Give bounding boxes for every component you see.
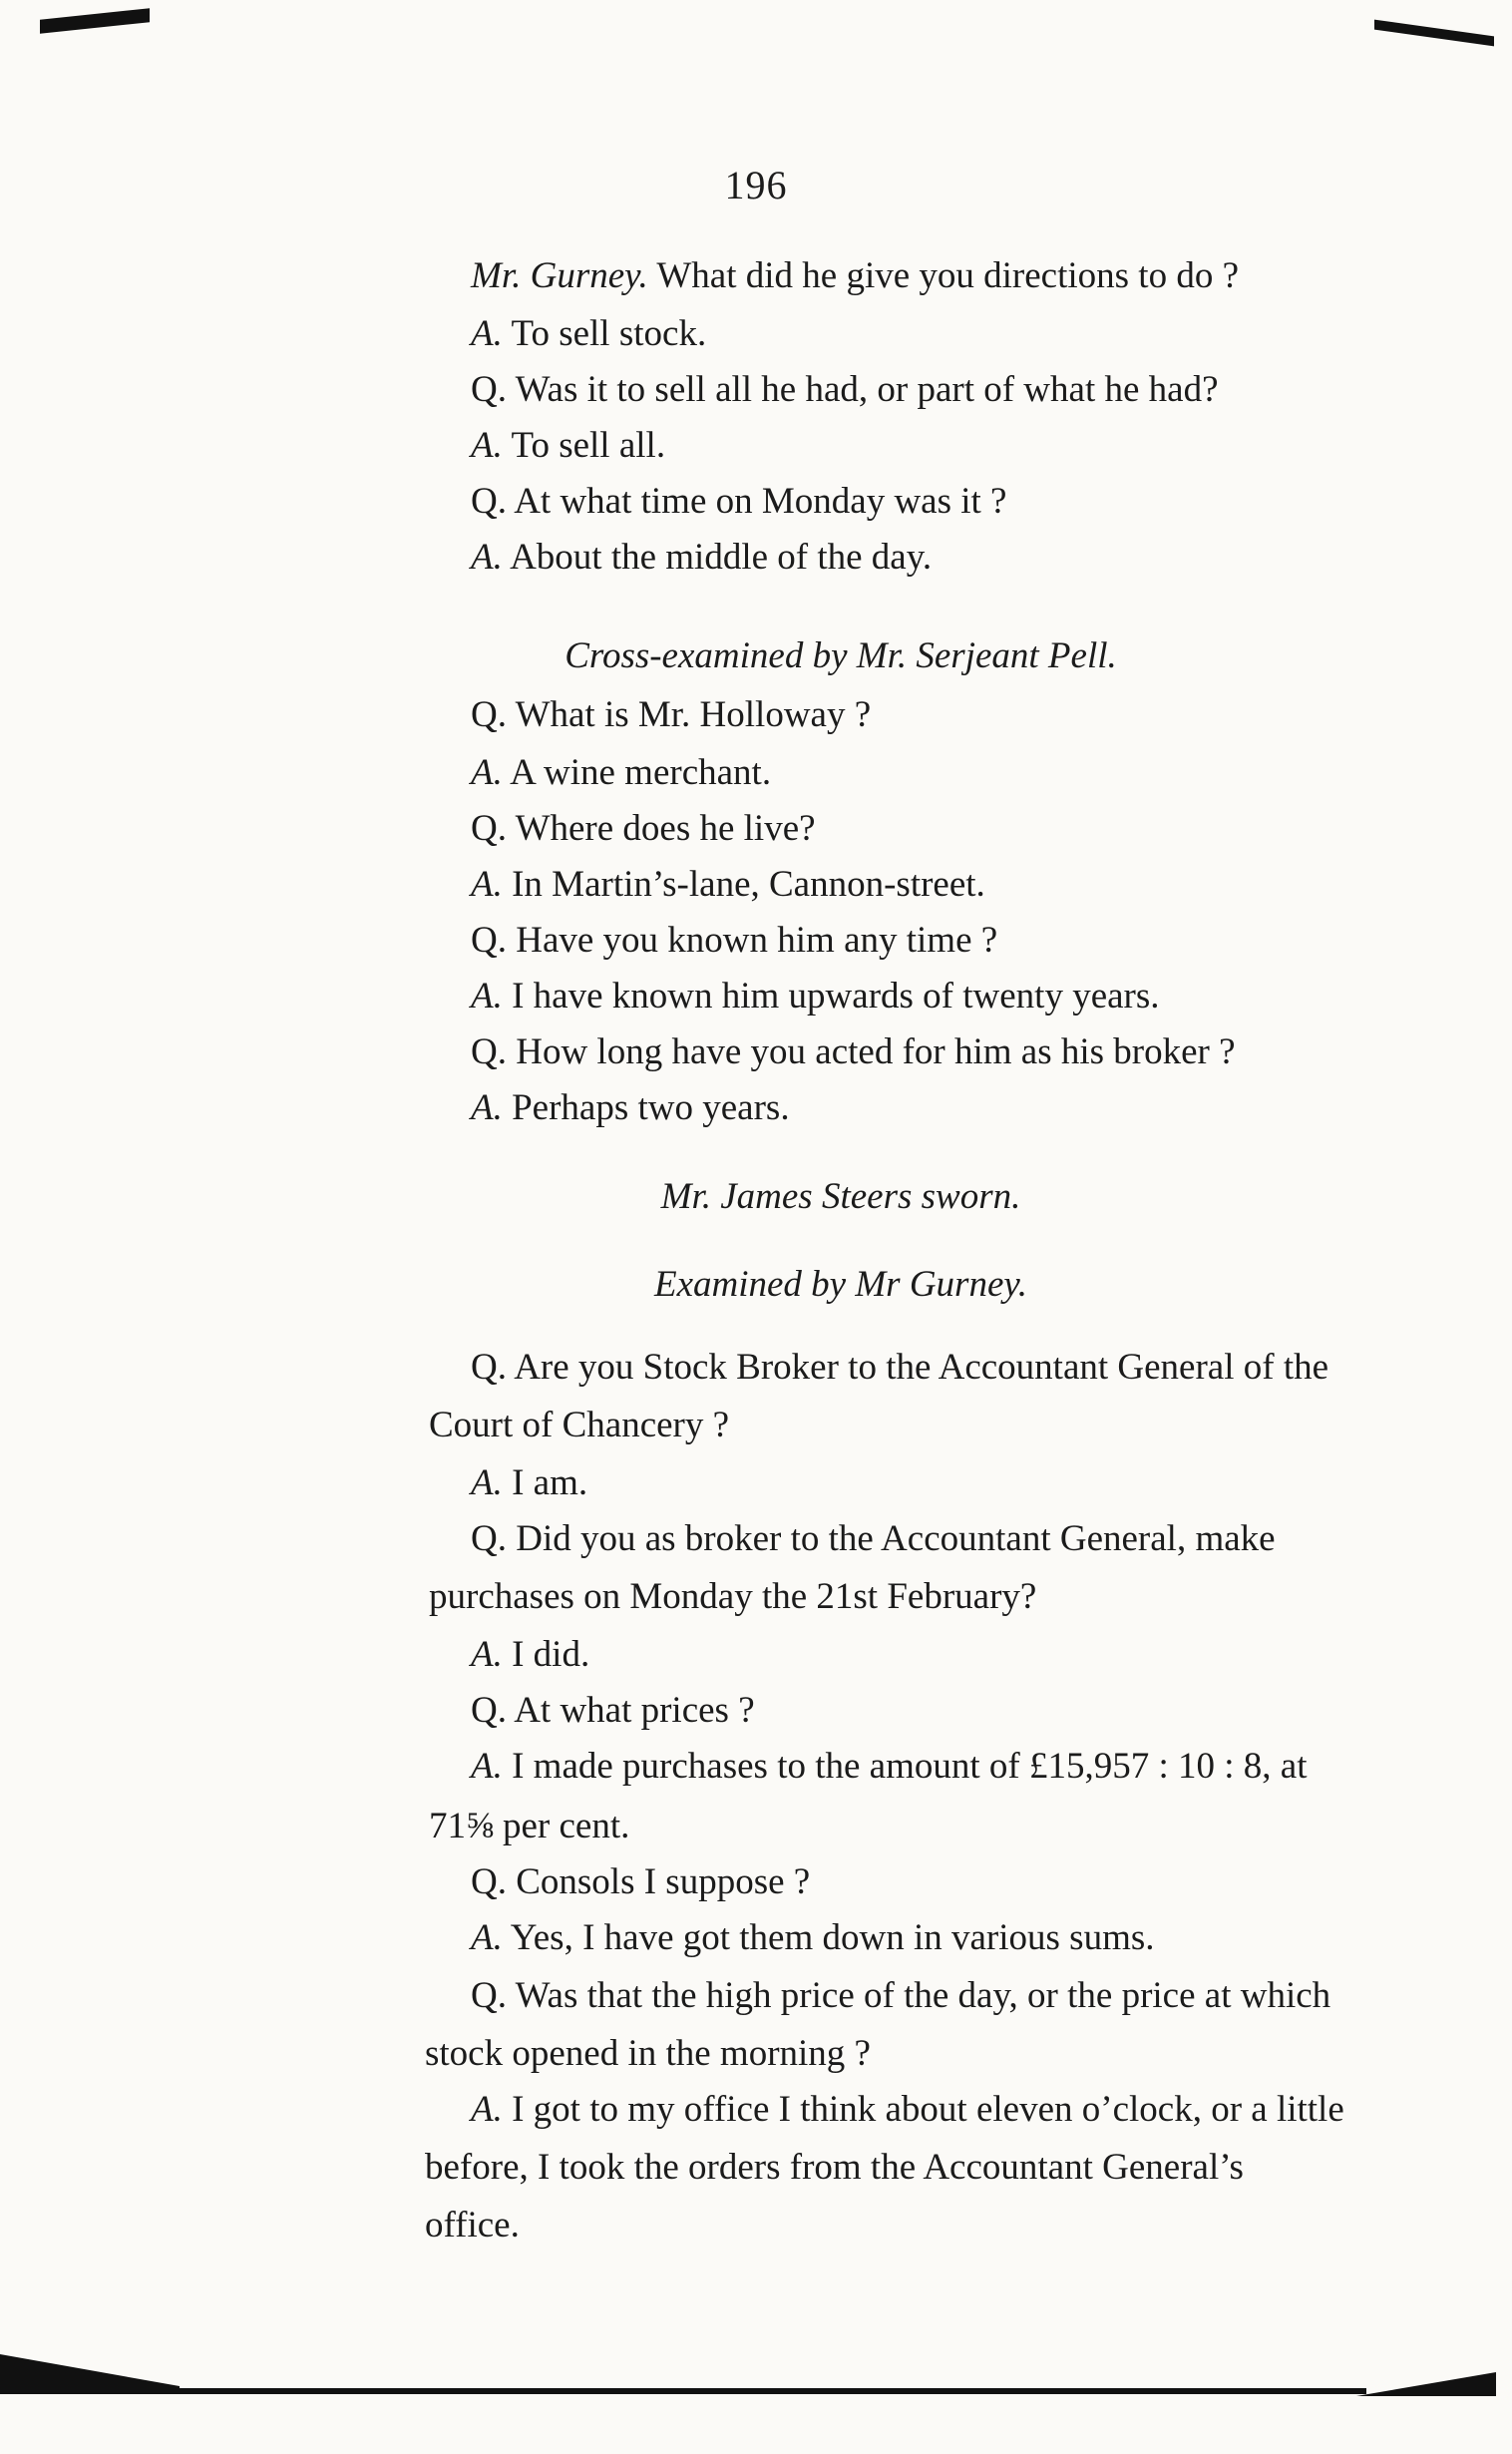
- text-line: [429, 1808, 629, 1844]
- line-text: Was that the high price of the day, or the price at which: [506, 1975, 1331, 2016]
- line-text: I made purchases to the amount of £15,957 : 10 : 8, at: [502, 1746, 1308, 1787]
- speaker: Q.: [471, 1347, 507, 1388]
- line-text: Where does he live?: [506, 808, 816, 849]
- scan-mark-bottom-left: [0, 2354, 180, 2394]
- line-text: In Martin’s-lane, Cannon-street.: [502, 864, 985, 905]
- speaker: Q.: [471, 481, 507, 522]
- scan-rule-bottom: [170, 2388, 1366, 2394]
- text-line: [471, 539, 932, 576]
- speaker: Q.: [471, 1861, 507, 1902]
- text-line: [471, 978, 1160, 1015]
- scan-mark-top-right: [1374, 20, 1494, 47]
- section-heading-examined: Examined by Mr Gurney.: [653, 1264, 1027, 1305]
- speaker: Q.: [471, 694, 507, 735]
- scan-mark-top-left: [40, 8, 150, 34]
- line-text: About the middle of the day.: [502, 537, 933, 578]
- speaker: A.: [471, 1917, 503, 1958]
- speaker: A.: [471, 1462, 503, 1503]
- text-line: [471, 1520, 1276, 1557]
- text-line: [471, 427, 665, 464]
- text-line: [471, 1033, 1236, 1070]
- line-text: At what prices ?: [506, 1690, 755, 1731]
- line-text: purchases on Monday the 21st February?: [429, 1576, 1037, 1617]
- line-text: At what time on Monday was it ?: [506, 481, 1007, 522]
- line-text: I am.: [502, 1462, 588, 1503]
- text-line: [471, 1977, 1330, 2014]
- line-text: I did.: [502, 1634, 590, 1675]
- line-text: A wine merchant.: [502, 752, 772, 793]
- text-line: [471, 1089, 790, 1126]
- line-text: I have known him upwards of twenty years.: [502, 976, 1160, 1017]
- line-text: Court of Chancery ?: [429, 1405, 730, 1445]
- speaker: A.: [471, 2089, 503, 2130]
- text-line: [471, 257, 1239, 294]
- text-line: [471, 754, 771, 791]
- line-text: To sell all.: [502, 425, 666, 466]
- speaker: A.: [471, 976, 503, 1017]
- line-text: Are you Stock Broker to the Accountant General of the: [506, 1347, 1329, 1388]
- text-line: [471, 315, 706, 352]
- text-line: [471, 2091, 1344, 2128]
- text-line: [425, 2149, 1244, 2186]
- line-text: I got to my office I think about eleven o’clock, or a little: [502, 2089, 1344, 2130]
- line-text: What is Mr. Holloway ?: [506, 694, 872, 735]
- speaker: Q.: [471, 920, 507, 961]
- line-text: Perhaps two years.: [502, 1087, 790, 1128]
- section-heading-cross-examined: Cross-examined by Mr. Serjeant Pell.: [565, 635, 1117, 676]
- speaker: A.: [471, 425, 503, 466]
- line-text: before, I took the orders from the Accountant General’s: [425, 2147, 1244, 2188]
- line-text: office.: [425, 2205, 520, 2246]
- text-line: [471, 1464, 587, 1501]
- text-line: [425, 2207, 520, 2244]
- line-text: Did you as broker to the Accountant General, make: [506, 1518, 1276, 1559]
- text-line: [471, 483, 1006, 520]
- text-line: [425, 2035, 871, 2072]
- speaker: Q.: [471, 1975, 507, 2016]
- speaker: A.: [471, 864, 503, 905]
- scan-mark-bottom-right: [1356, 2372, 1496, 2396]
- line-text: Yes, I have got them down in various sums.: [502, 1917, 1155, 1958]
- line-text: Consols I suppose ?: [506, 1861, 811, 1902]
- text-line: [429, 1407, 729, 1443]
- line-text: stock opened in the morning ?: [425, 2033, 871, 2074]
- text-line: [471, 922, 997, 959]
- speaker: A.: [471, 1634, 503, 1675]
- line-text: How long have you acted for him as his broker ?: [506, 1031, 1236, 1072]
- text-line: [471, 866, 985, 903]
- text-line: [471, 371, 1219, 408]
- speaker: Q.: [471, 1518, 507, 1559]
- text-line: [471, 1919, 1155, 1956]
- speaker: A.: [471, 313, 503, 354]
- speaker: Q.: [471, 1031, 507, 1072]
- section-heading-witness-sworn: Mr. James Steers sworn.: [660, 1176, 1021, 1217]
- text-line: [429, 1578, 1036, 1615]
- text-line: [471, 696, 871, 733]
- page-number: 196: [724, 163, 788, 207]
- speaker: A.: [471, 752, 503, 793]
- line-text: 71⅝ per cent.: [429, 1806, 630, 1846]
- text-line: [471, 1636, 589, 1673]
- text-line: [471, 1748, 1308, 1785]
- line-text: Was it to sell all he had, or part of what he had?: [506, 369, 1219, 410]
- speaker: Q.: [471, 1690, 507, 1731]
- line-text: Have you known him any time ?: [506, 920, 998, 961]
- text-line: [471, 1692, 755, 1729]
- line-text: What did he give you directions to do ?: [647, 255, 1240, 296]
- speaker: A.: [471, 537, 503, 578]
- text-line: [471, 1349, 1328, 1386]
- text-line: [471, 810, 816, 847]
- speaker: A.: [471, 1746, 503, 1787]
- speaker: Q.: [471, 369, 507, 410]
- speaker: Q.: [471, 808, 507, 849]
- line-text: To sell stock.: [502, 313, 707, 354]
- text-line: [471, 1863, 810, 1900]
- speaker: A.: [471, 1087, 503, 1128]
- speaker: Mr. Gurney.: [471, 255, 648, 296]
